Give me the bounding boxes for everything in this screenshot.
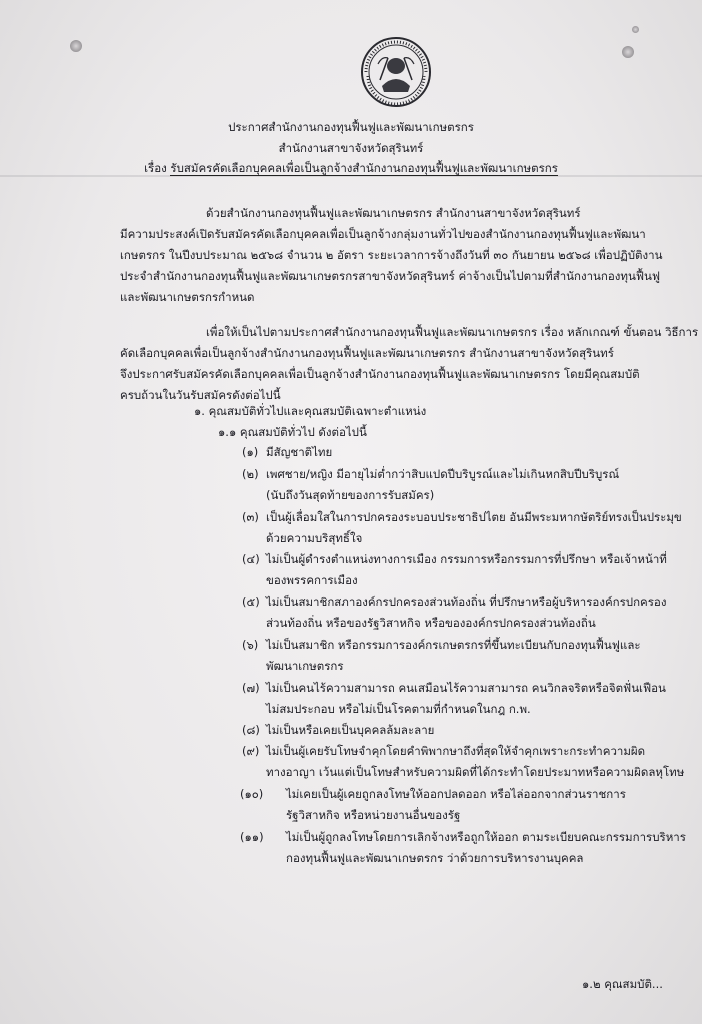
list-item-text: เป็นผู้เลื่อมใสในการปกครองระบอบประชาธิปไตย อันมีพระมหากษัตริย์ทรงเป็นประมุข	[266, 510, 682, 524]
list-item-text: (นับถึงวันสุดท้ายของการรับสมัคร)	[266, 488, 435, 502]
paragraph-line: เพื่อให้เป็นไปตามประกาศสำนักงานกองทุนฟื้นฟูและพัฒนาเกษตรกร เรื่อง หลักเกณฑ์ ขั้นตอน วิธีการ	[206, 325, 699, 339]
list-item-text: ไม่เป็นผู้ถูกลงโทษโดยการเลิกจ้างหรือถูกให้ออก ตามระเบียบคณะกรรมการบริหาร	[286, 830, 686, 844]
paragraph-line: จึงประกาศรับสมัครคัดเลือกบุคคลเพื่อเป็นลูกจ้างสำนักงานกองทุนฟื้นฟูและพัฒนาเกษตรกร โดยมีคุณสมบัติ	[120, 367, 640, 381]
continuation-footer: ๑.๒ คุณสมบัติ...	[582, 977, 663, 991]
list-item-text: ไม่เคยเป็นผู้เคยถูกลงโทษให้ออกปลดออก หรือไล่ออกจากส่วนราชการ	[286, 787, 626, 801]
staple-hole	[632, 26, 639, 33]
section-1-heading: ๑. คุณสมบัติทั่วไปและคุณสมบัติเฉพาะตำแหน่ง	[194, 404, 427, 418]
list-item-number: (๘)	[242, 723, 260, 737]
list-item-text: กองทุนฟื้นฟูและพัฒนาเกษตรกร ว่าด้วยการบริหารงานบุคคล	[286, 851, 584, 865]
announcement-subject	[0, 160, 702, 178]
paragraph-line: ด้วยสำนักงานกองทุนฟื้นฟูและพัฒนาเกษตรกร สำนักงานสาขาจังหวัดสุรินทร์	[206, 206, 581, 220]
list-item-text: ด้วยความบริสุทธิ์ใจ	[266, 531, 363, 545]
section-1-1-heading: ๑.๑ คุณสมบัติทั่วไป ดังต่อไปนี้	[218, 425, 367, 439]
subject-text: รับสมัครคัดเลือกบุคคลเพื่อเป็นลูกจ้างสำนักงานกองทุนฟื้นฟูและพัฒนาเกษตรกร	[170, 161, 558, 175]
paragraph-line: ครบถ้วนในวันรับสมัครดังต่อไปนี้	[120, 388, 281, 402]
list-item-text: ไม่เป็นหรือเคยเป็นบุคคลล้มละลาย	[266, 723, 435, 737]
list-item-number: (๙)	[242, 744, 260, 758]
list-item-text: ไม่เป็นผู้ดำรงตำแหน่งทางการเมือง กรรมการหรือกรรมการที่ปรึกษา หรือเจ้าหน้าที่	[266, 552, 667, 566]
paragraph-line: มีความประสงค์เปิดรับสมัครคัดเลือกบุคคลเพื่อเป็นลูกจ้างกลุ่มงานทั่วไปของสำนักงานกองทุนฟื้นฟูและพัฒนา	[120, 227, 646, 241]
list-item-text: พัฒนาเกษตรกร	[266, 659, 344, 673]
list-item-number: (๗)	[242, 681, 260, 695]
list-item-text: รัฐวิสาหกิจ หรือหน่วยงานอื่นของรัฐ	[286, 808, 461, 822]
list-item-number: (๑๑)	[240, 830, 264, 844]
list-item-text: ไม่เป็นคนไร้ความสามารถ คนเสมือนไร้ความสามารถ คนวิกลจริตหรือจิตฟั่นเฟือน	[266, 681, 666, 695]
header-line-2: สำนักงานสาขาจังหวัดสุรินทร์	[278, 141, 424, 155]
list-item-number: (๑)	[242, 445, 259, 459]
paragraph-line: ประจำสำนักงานกองทุนฟื้นฟูและพัฒนาเกษตรกรสาขาจังหวัดสุรินทร์ ค่าจ้างเป็นไปตามที่สำนักงานกองทุนฟื้นฟู	[120, 269, 660, 283]
list-item-number: (๑๐)	[240, 787, 264, 801]
staple-hole	[622, 46, 634, 58]
agency-seal-logo	[360, 36, 432, 108]
subject-prefix: เรื่อง	[144, 161, 167, 175]
paragraph-line: และพัฒนาเกษตรกรกำหนด	[120, 290, 255, 304]
list-item-number: (๕)	[242, 595, 260, 609]
list-item-text: ของพรรคการเมือง	[266, 573, 358, 587]
list-item-number: (๓)	[242, 510, 259, 524]
list-item-number: (๔)	[242, 552, 260, 566]
paragraph-line: เกษตรกร ในปีงบประมาณ ๒๕๖๘ จำนวน ๒ อัตรา ระยะเวลาการจ้างถึงวันที่ ๓๐ กันยายน ๒๕๖๘ เพื่อปฏิบัติงาน	[120, 248, 663, 262]
list-item-text: ไม่เป็นสมาชิกสภาองค์กรปกครองส่วนท้องถิ่น ที่ปรึกษาหรือผู้บริหารองค์กรปกครอง	[266, 595, 667, 609]
paragraph-line: คัดเลือกบุคคลเพื่อเป็นลูกจ้างสำนักงานกองทุนฟื้นฟูและพัฒนาเกษตรกร สำนักงานสาขาจังหวัดสุรินทร์	[120, 346, 614, 360]
list-item-text: ไม่สมประกอบ หรือไม่เป็นโรคตามที่กำหนดในกฎ ก.พ.	[266, 702, 531, 716]
list-item-text: ไม่เป็นผู้เคยรับโทษจำคุกโดยคำพิพากษาถึงที่สุดให้จำคุกเพราะกระทำความผิด	[266, 744, 646, 758]
list-item-text: มีสัญชาติไทย	[266, 445, 333, 459]
staple-hole	[70, 40, 82, 52]
list-item-number: (๒)	[242, 467, 259, 481]
header-line-1: ประกาศสำนักงานกองทุนฟื้นฟูและพัฒนาเกษตรกร	[228, 120, 474, 134]
list-item-text: ส่วนท้องถิ่น หรือของรัฐวิสาหกิจ หรือขององค์กรปกครองส่วนท้องถิ่น	[266, 616, 596, 630]
list-item-text: ไม่เป็นสมาชิก หรือกรรมการองค์กรเกษตรกรที่ขึ้นทะเบียนกับกองทุนฟื้นฟูและ	[266, 638, 641, 652]
list-item-text: ทางอาญา เว้นแต่เป็นโทษสำหรับความผิดที่ได้กระทำโดยประมาทหรือความผิดลหุโทษ	[266, 765, 685, 779]
list-item-number: (๖)	[242, 638, 259, 652]
list-item-text: เพศชาย/หญิง มีอายุไม่ต่ำกว่าสิบแปดปีบริบูรณ์และไม่เกินหกสิบปีบริบูรณ์	[266, 467, 620, 481]
